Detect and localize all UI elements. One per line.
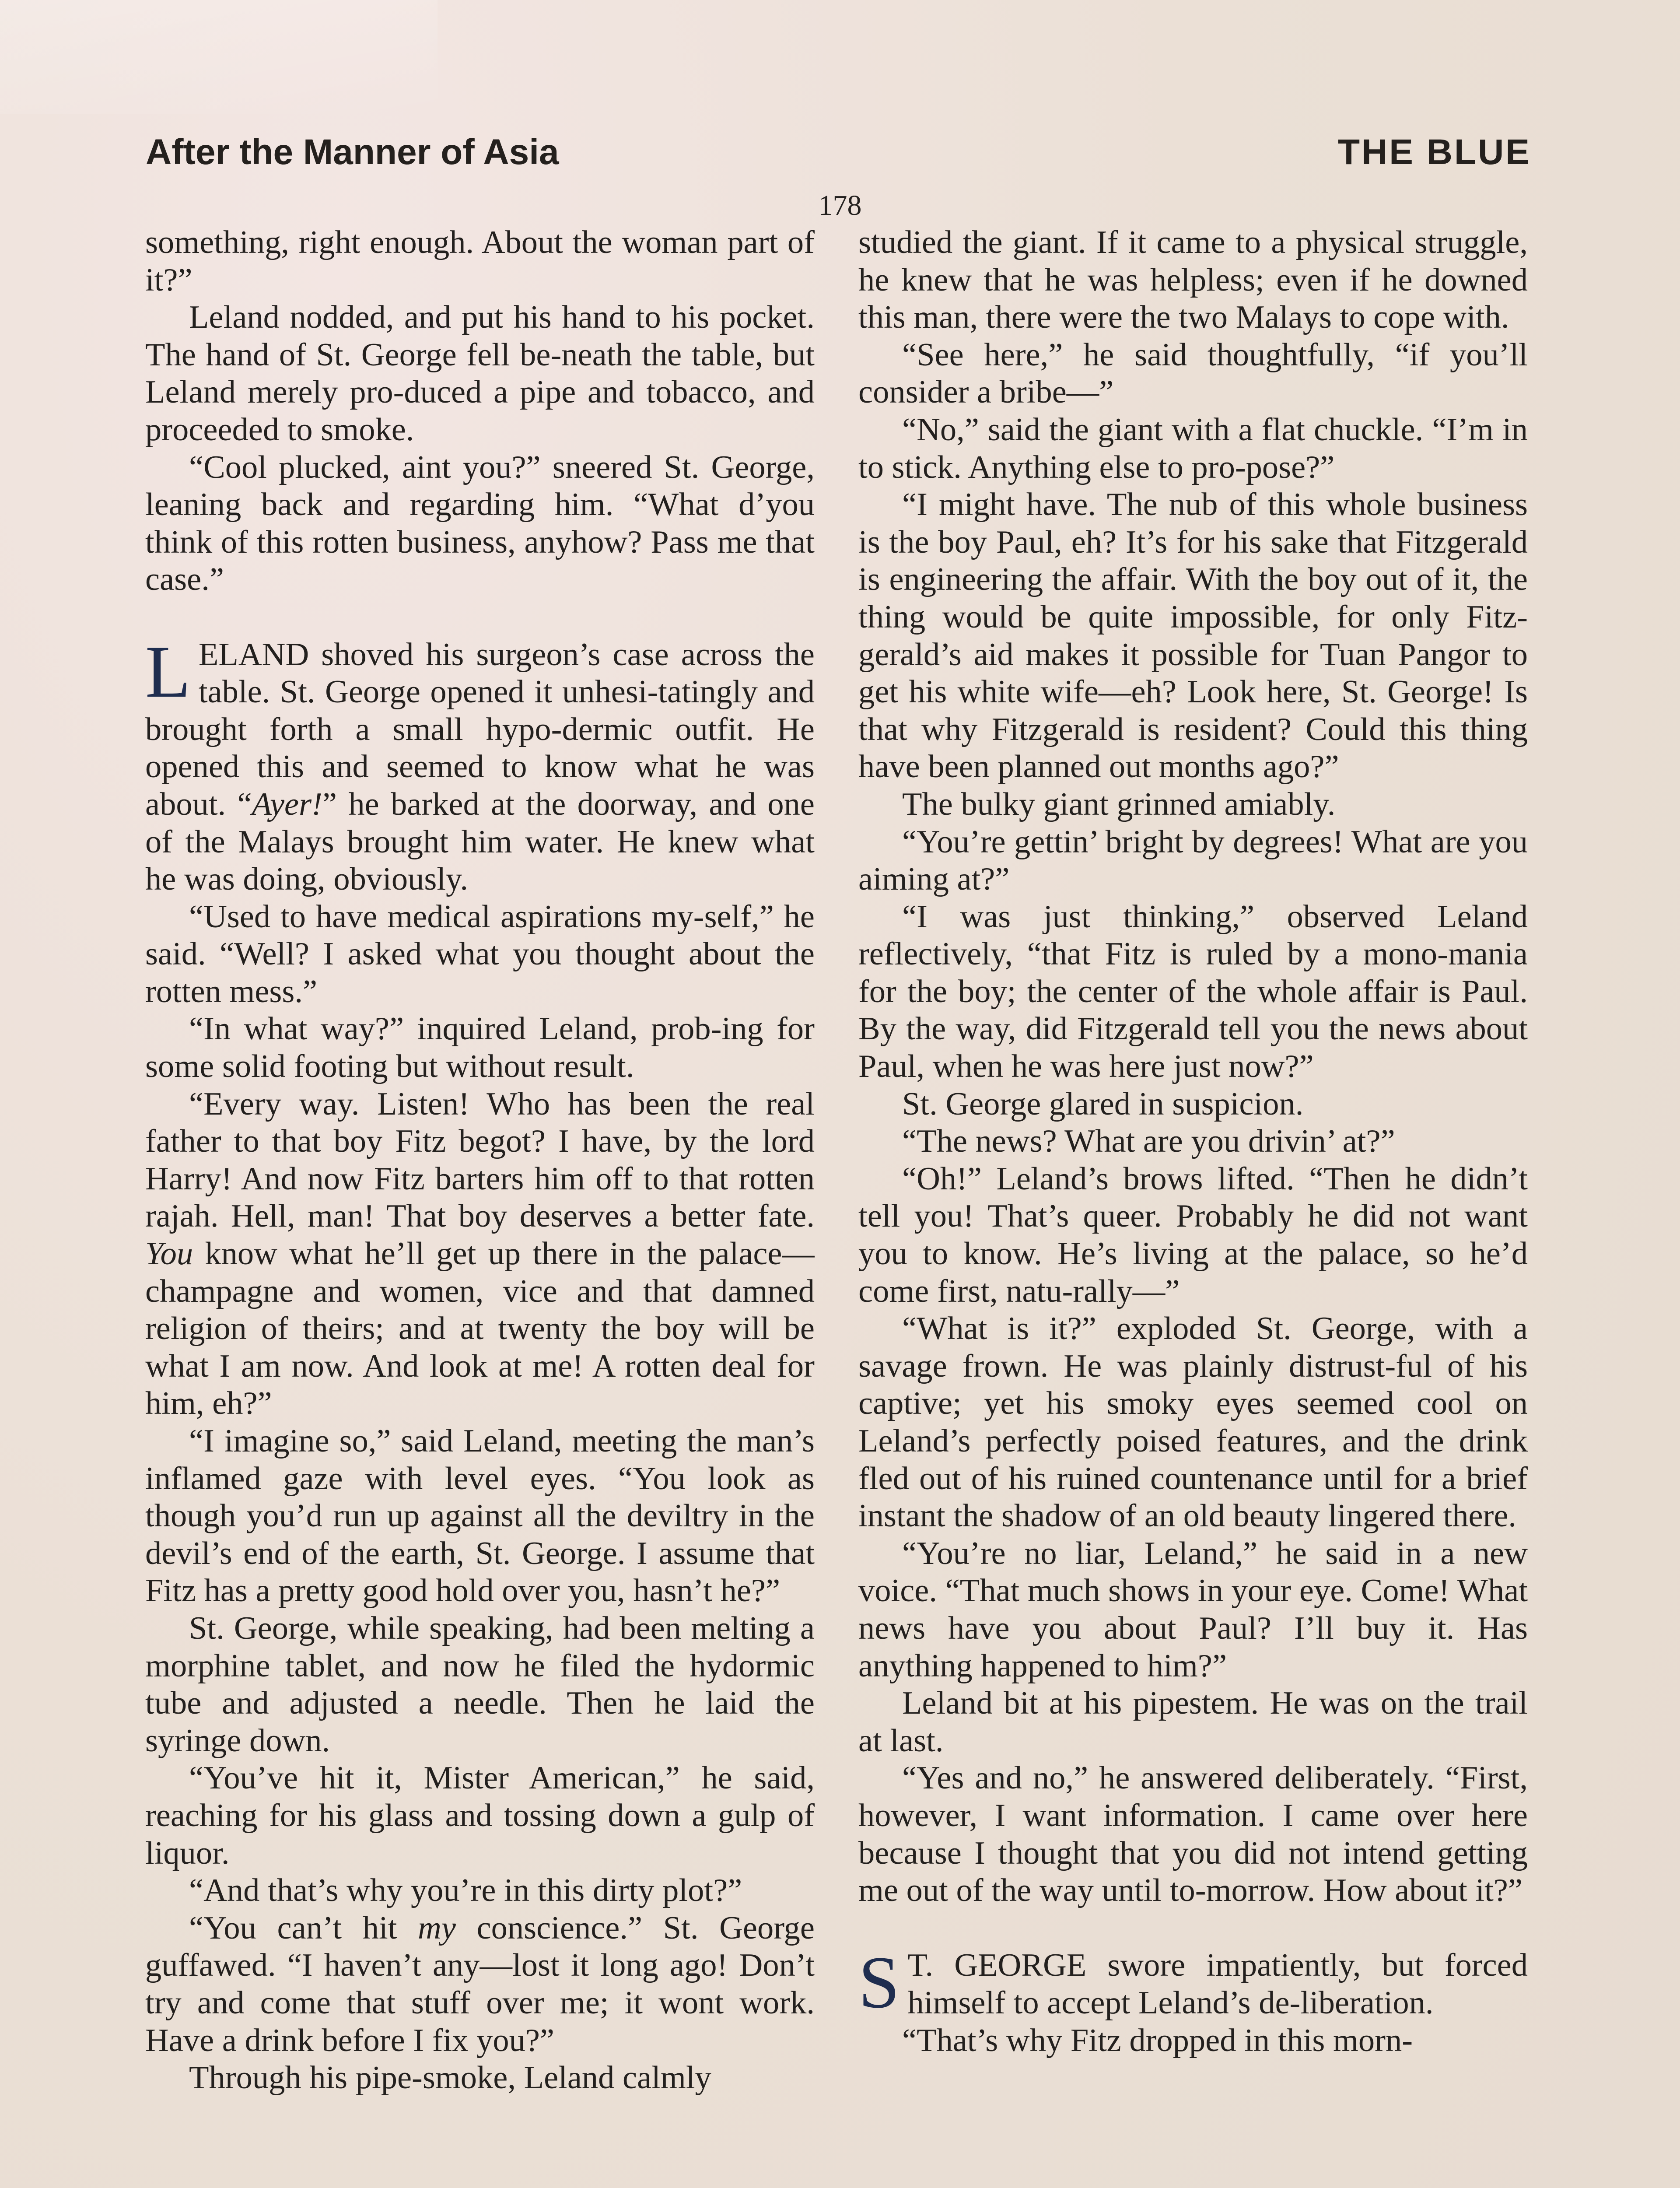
paragraph-right-8 — [858, 1086, 1528, 1123]
paragraph-text: “You can’t hit — [189, 1910, 397, 1946]
paper-crease — [0, 0, 438, 114]
paragraph-text: St. George, while speaking, had been melting a morphine tablet, and now he filed the hydormic tube and adjusted a needle. Then he laid the syringe down. — [145, 1610, 815, 1759]
paragraph-text: “I was just thinking,” observed Leland reflectively, “that Fitz is ruled by a mono-mania for the boy; the center of the whole affair is Paul. By the way, did Fitzgerald tell you the news about Paul, when he was here just now?” — [858, 898, 1528, 1085]
paragraph-left-11 — [145, 1872, 815, 1910]
paragraph-text-continued: conscience.” St. George guffawed. “I haven’t any—lost it long ago! Don’t try and come that stuff over me; it wont work. Have a drink before I fix you?” — [145, 1910, 815, 2058]
paragraph-text: St. George glared in suspicion. — [902, 1086, 1304, 1122]
paragraph-right-2 — [858, 337, 1528, 411]
paragraph-text: studied the giant. If it came to a physical struggle, he knew that he was helpless; even if he downed this man, there were the two Malays to cope with. — [858, 224, 1528, 336]
paragraph-right-7 — [858, 898, 1528, 1086]
paragraph-text: The bulky giant grinned amiably. — [902, 786, 1336, 822]
paragraph-right-3 — [858, 411, 1528, 486]
paragraph-right-15 — [858, 1941, 1528, 2024]
paragraph-right-6 — [858, 824, 1528, 898]
paragraph-text: “Oh!” Leland’s brows lifted. “Then he didn’t tell you! That’s queer. Probably he did not want you to know. He’s living at the palace, so he’d come first, natu-rally—” — [858, 1161, 1528, 1309]
paragraph-text: Through his pipe-smoke, Leland calmly — [189, 2060, 711, 2096]
paragraph-text: ELAND shoved his surgeon’s case across the table. St. George opened it unhesi-tatingly and brought forth a small hypo-dermic outfit. He opened this and seemed to know what he was about. “ — [145, 636, 815, 822]
paragraph-right-11 — [858, 1310, 1528, 1535]
paragraph-right-14 — [858, 1760, 1528, 1909]
paragraph-text: something, right enough. About the woman part of it?” — [145, 224, 815, 298]
paragraph-text: “Used to have medical aspirations my-self,” he said. “Well? I asked what you thought about the rotten mess.” — [145, 898, 815, 1010]
paragraph-left-6 — [145, 1010, 815, 1085]
paragraph-text: “I might have. The nub of this whole business is the boy Paul, eh? It’s for his sake that Fitzgerald is engineering the affair. With the boy out of it, the thing would be quite impossible, for only Fitz-gerald’s aid makes it possible for Tuan Pangor to get his white wife—eh? Look here, St. George! Is that why Fitzgerald is resident? Could this thing have been planned out months ago?” — [858, 487, 1528, 785]
paragraph-right-16 — [858, 2022, 1528, 2060]
paragraph-right-1 — [858, 224, 1528, 337]
paragraph-text: T. GEORGE swore impatiently, but forced himself to accept Leland’s de-liberation. — [907, 1947, 1528, 2021]
paragraph-right-10 — [858, 1161, 1528, 1310]
paragraph-right-13 — [858, 1685, 1528, 1760]
paragraph-right-4 — [858, 486, 1528, 786]
paragraph-text: “You’re no liar, Leland,” he said in a new voice. “That much shows in your eye. Come! What news have you about Paul? I’ll buy it. Has anything happened to him?” — [858, 1535, 1528, 1684]
running-header-magazine-title: THE BLUE — [1338, 132, 1531, 172]
paragraph-left-9 — [145, 1610, 815, 1760]
paragraph-text-continued: know what he’ll get up there in the palace—champagne and women, vice and that damned religion of theirs; and at twenty the boy will be what I am now. And look at me! A rotten deal for him, eh?” — [145, 1236, 815, 1422]
paragraph-text: “Yes and no,” he answered deliberately. “First, however, I want information. I came over here because I thought that you did not intend getting me out of the way until to-morrow. How about it?” — [858, 1760, 1528, 1909]
paragraph-right-5 — [858, 786, 1528, 824]
drop-cap: L — [145, 630, 191, 713]
paragraph-text: Leland bit at his pipestem. He was on the trail at last. — [858, 1685, 1528, 1759]
paragraph-text: “I imagine so,” said Leland, meeting the man’s inflamed gaze with level eyes. “You look as though you’d run up against all the deviltry in the devil’s end of the earth, St. George. I assume that Fitz has a pretty good hold over you, hasn’t he?” — [145, 1423, 815, 1609]
paragraph-text: “No,” said the giant with a flat chuckle. “I’m in to stick. Anything else to pro-pose?” — [858, 411, 1528, 485]
paragraph-left-1 — [145, 224, 815, 299]
paragraph-text: “What is it?” exploded St. George, with a savage frown. He was plainly distrust-ful of his captive; yet his smoky eyes seemed cool on Leland’s perfectly poised features, and the drink fled out of his ruined countenance until for a brief instant the shadow of an old beauty lingered there. — [858, 1311, 1528, 1534]
paragraph-text: Leland nodded, and put his hand to his pocket. The hand of St. George fell be-neath the table, but Leland merely pro-duced a pipe and tobacco, and proceeded to smoke. — [145, 299, 815, 448]
italic-text: Ayer! — [252, 786, 322, 822]
drop-cap: S — [858, 1941, 900, 2024]
paragraph-left-4 — [145, 630, 815, 898]
italic-text: my — [397, 1910, 456, 1946]
paragraph-left-10 — [145, 1760, 815, 1872]
paragraph-text: “Cool plucked, aint you?” sneered St. George, leaning back and regarding him. “What d’you think of this rotten business, anyhow? Pass me that case.” — [145, 449, 815, 598]
paragraph-left-8 — [145, 1423, 815, 1610]
paragraph-text-continued: ” he barked at the doorway, and one of the Malays brought him water. He knew what he was doing, obviously. — [145, 786, 815, 898]
paragraph-text: “The news? What are you drivin’ at?” — [902, 1123, 1395, 1160]
paragraph-left-2 — [145, 299, 815, 449]
paragraph-text: “You’re gettin’ bright by degrees! What are you aiming at?” — [858, 824, 1528, 898]
page-number: 178 — [818, 189, 862, 221]
paragraph-right-9 — [858, 1123, 1528, 1161]
italic-text: You — [145, 1236, 193, 1272]
paragraph-left-5 — [145, 898, 815, 1011]
paragraph-text: “That’s why Fitz dropped in this morn- — [902, 2022, 1413, 2058]
paragraph-text: “See here,” he said thoughtfully, “if you’ll consider a bribe—” — [858, 337, 1528, 410]
paragraph-text: “You’ve hit it, Mister American,” he said, reaching for his glass and tossing down a gulp of liquor. — [145, 1760, 815, 1871]
paragraph-text: “And that’s why you’re in this dirty plot?” — [189, 1872, 742, 1909]
text-column-right — [858, 224, 1528, 2188]
paragraph-text: “Every way. Listen! Who has been the real father to that boy Fitz begot? I have, by the lord Harry! And now Fitz barters him off to that rotten rajah. Hell, man! That boy deserves a better fate. — [145, 1086, 815, 1234]
paragraph-right-12 — [858, 1535, 1528, 1685]
paragraph-left-13 — [145, 2059, 815, 2097]
paragraph-left-7 — [145, 1086, 815, 1423]
paragraph-left-3 — [145, 449, 815, 599]
paragraph-text: “In what way?” inquired Leland, prob-ing for some solid footing but without result. — [145, 1011, 815, 1085]
paragraph-left-12 — [145, 1910, 815, 2059]
text-column-left — [145, 224, 815, 2188]
running-header-story-title: After the Manner of Asia — [146, 132, 559, 172]
